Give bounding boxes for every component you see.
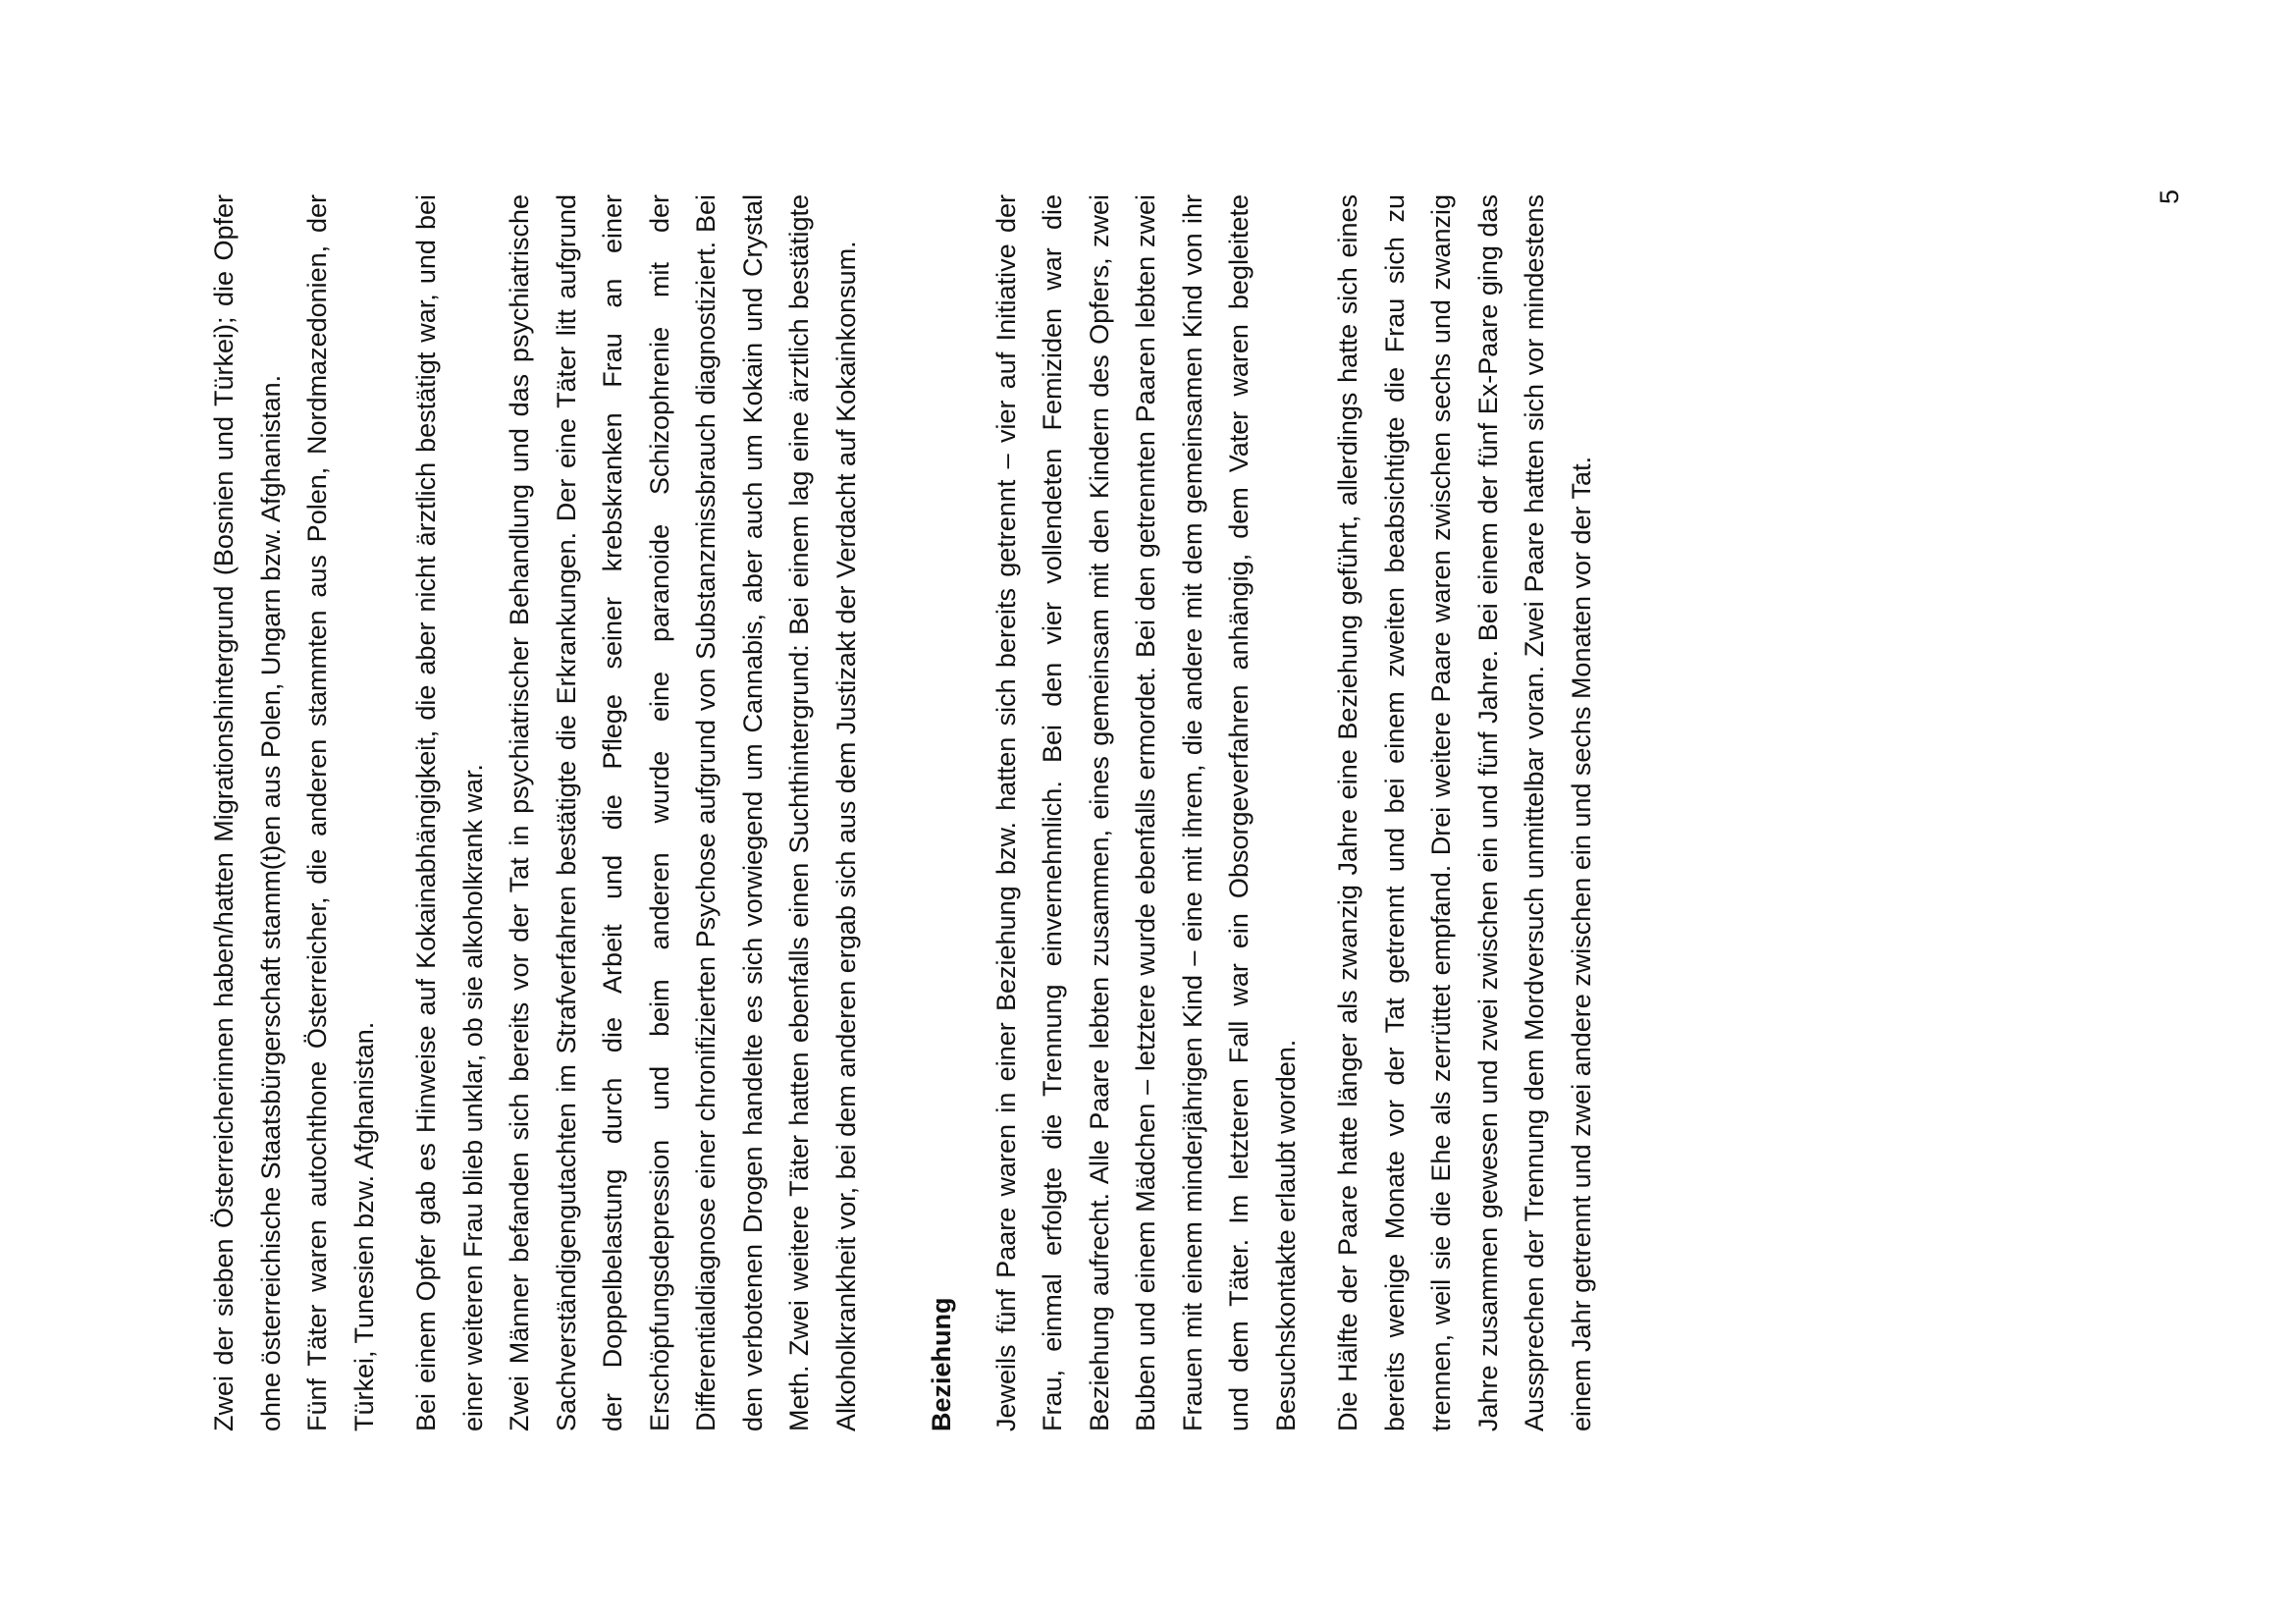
paragraph-relationship: Jeweils fünf Paare waren in einer Beziehung bzw. hatten sich bereits getrennt – vier auf Initiative der Frau, einmal erfolgte die Trennung einvernehmlich. Bei den vier vollendeten Femiziden war die Beziehung aufrecht. Alle Paare lebten zusammen, eines gemeinsam mit den Kindern des Opfers, zwei Buben und einem Mädchen – letztere wurde ebenfalls ermordet. Bei den getrennten Paaren lebten zwei Frauen mit einem minderjährigen Kind – eine mit ihrem, die andere mit dem gemeinsamen Kind von ihr und dem Täter. Im letzteren Fall war ein Obsorgeverfahren anhängig, dem Vater waren begleitete Besuchskontakte erlaubt worden. [990,194,1301,1431]
paragraph-offender-origin: Fünf Täter waren autochthone Österreicher, die anderen stammten aus Polen, Nordmazedonien, der Türkei, Tunesien bzw. Afghanistan. [302,194,379,1431]
paragraph-duration: Die Hälfte der Paare hatte länger als zwanzig Jahre eine Beziehung geführt, allerdings hatte sich eines bereits wenige Monate vor der Tat getrennt und bei einem zweiten beabsichtigte die Frau sich zu trennen, weil sie die Ehe als zerrüttet empfand. Drei weitere Paare waren zwischen sechs und zwanzig Jahre zusammen gewesen und zwei zwischen ein und fünf Jahre. Bei einem der fünf Ex-Paare ging das Aussprechen der Trennung dem Mordversuch unmittelbar voran. Zwei Paare hatten sich vor mindestens einem Jahr getrennt und zwei andere zwischen ein und sechs Monaten vor der Tat. [1333,194,1596,1431]
section-heading: Beziehung [927,1297,956,1431]
paragraph-migration: Zwei der sieben Österreicherinnen haben/hatten Migrationshintergrund (Bosnien und Türkei); die Opfer ohne österreichische Staatsbürgerschaft stamm(t)en aus Polen, Ungarn bzw. Afghanistan. [209,194,286,1431]
paragraph-psychiatric: Zwei Männer befanden sich bereits vor der Tat in psychiatrischer Behandlung und das psychiatrische Sachverständigengutachten im Strafverfahren bestätigte die Erkrankungen. Der eine Täter litt aufgrund der Doppelbelastung durch die Arbeit und die Pflege seiner krebskranken Frau an einer Erschöpfungsdepression und beim anderen wurde eine paranoide Schizophrenie mit der Differentialdiagnose einer chronifizierten Psychose aufgrund von Substanzmissbrauch diagnostiziert. Bei den verbotenen Drogen handelte es sich vorwiegend um Cannabis, aber auch um Kokain und Crystal Meth. Zwei weitere Täter hatten ebenfalls einen Suchthintergrund: Bei einem lag eine ärztlich bestätigte Alkoholkrankheit vor, bei dem anderen ergab sich aus dem Justizakt der Verdacht auf Kokainkonsum. [505,194,861,1431]
body-text [201,194,1605,1431]
page-number: 5 [2155,189,2184,204]
paragraph-addiction-victims: Bei einem Opfer gab es Hinweise auf Kokainabhängigkeit, die aber nicht ärztlich bestätigt war, und bei einer weiteren Frau blieb unklar, ob sie alkoholkrank war. [411,194,488,1431]
